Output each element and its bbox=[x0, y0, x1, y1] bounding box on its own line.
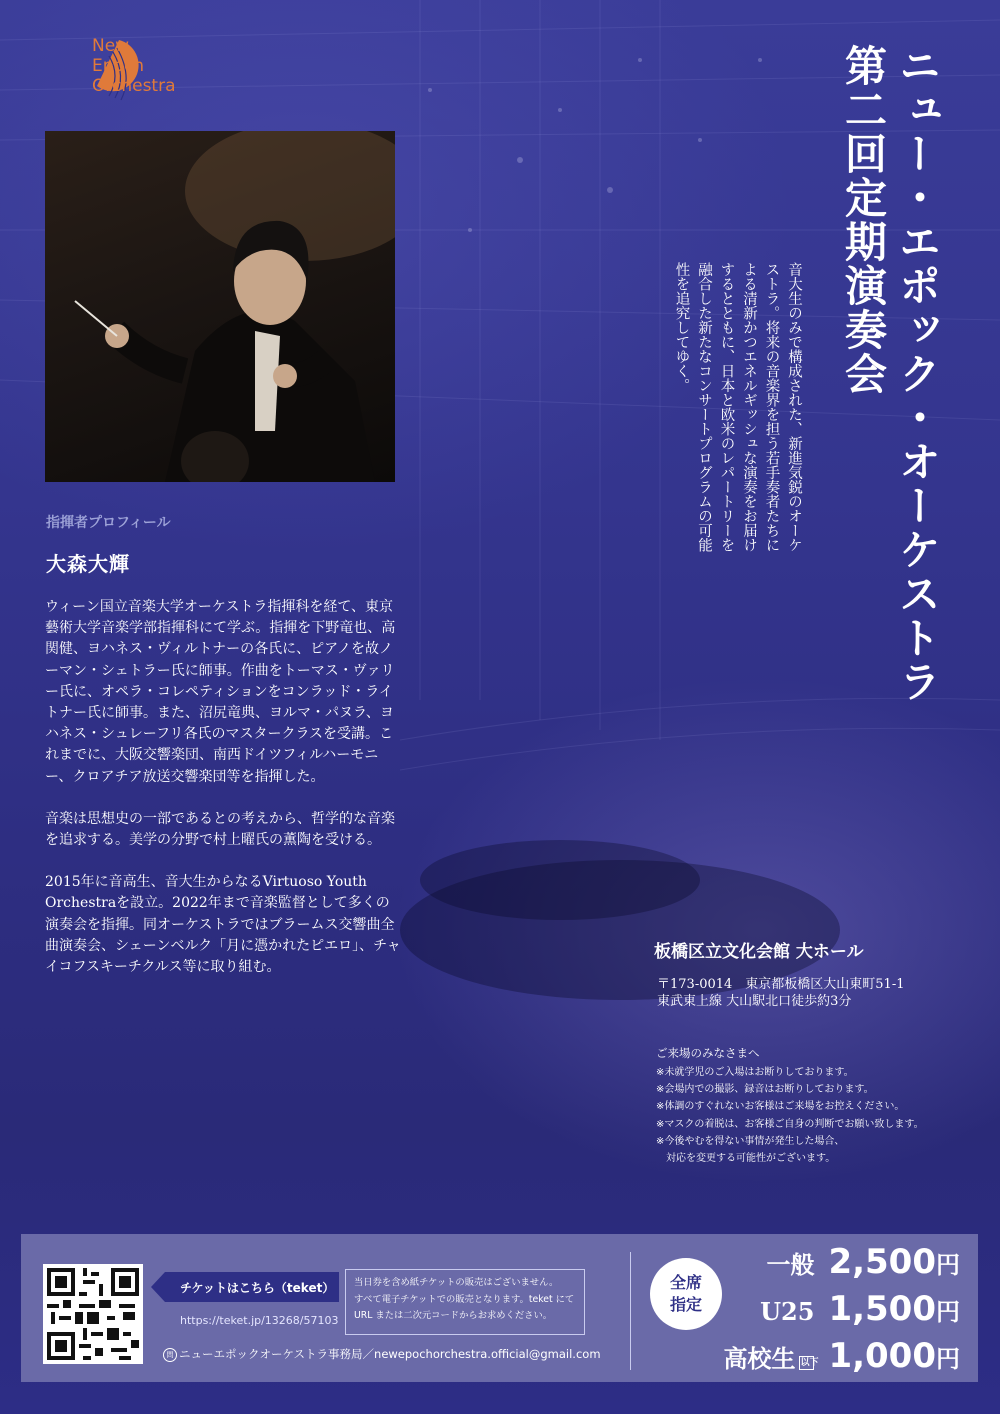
venue-address: 〒173-0014 東京都板橋区大山東町51-1 bbox=[657, 977, 905, 992]
price-amount: 1,500 bbox=[828, 1289, 936, 1329]
ticket-qr-code[interactable] bbox=[43, 1264, 143, 1364]
price-unit: 円 bbox=[936, 1251, 960, 1279]
seat-line-1: 全席 bbox=[669, 1273, 702, 1292]
ticket-url-link[interactable]: https://teket.jp/13268/57103 bbox=[180, 1314, 339, 1327]
notice-item: ※会場内での撮影、録音はお断りしております。 bbox=[656, 1084, 874, 1096]
profile-label: 指揮者プロフィール bbox=[46, 515, 171, 531]
contact-text[interactable]: ニューエポックオーケストラ事務局／newepochorchestra.official@gmail.com bbox=[179, 1347, 601, 1361]
seat-line-2: 指定 bbox=[669, 1295, 702, 1314]
title-concert-name: 第二回定期演奏会 bbox=[839, 44, 888, 396]
price-unit: 円 bbox=[936, 1298, 960, 1326]
notice-item: ※今後やむを得ない事情が発生した場合、 bbox=[656, 1135, 845, 1147]
bio-paragraph-3: 2015年に音高生、音大生からなるVirtuoso Youth Orchestraを設立。2022年まで音楽監督として多くの演奏会を指揮。同オーケストラではブラームス交響曲全曲演奏会、シェーンベルク「月に憑かれたピエロ」、チャイコフスキーチクルス等に取り組む。 bbox=[45, 874, 401, 976]
ticket-note-line: URL または二次元コードからお求めください。 bbox=[354, 1310, 553, 1321]
orchestra-intro: 音大生のみで構成された、新進気鋭のオーケストラ。将来の音楽界を担う若手奏者たちによる清新かつエネルギッシュな演奏をお届けするとともに、日本と欧米のレパートリーを融合した新たなコンサートプログラムの可能性を追究してゆく。 bbox=[673, 262, 802, 552]
logo-line-3: Orchestra bbox=[92, 76, 176, 96]
logo-line-1: New bbox=[92, 36, 130, 56]
price-category: 高校生 bbox=[723, 1344, 796, 1373]
price-amount: 2,500 bbox=[828, 1242, 936, 1282]
notice-item: ※体調のすぐれないお客様はご来場をお控えください。 bbox=[656, 1101, 905, 1113]
ticket-note-line: すべて電子チケットでの販売となります。teket にて bbox=[354, 1293, 575, 1305]
ticket-note-line: 当日券を含め紙チケットの販売はございません。 bbox=[354, 1277, 559, 1288]
reserved-seat-badge bbox=[650, 1258, 722, 1330]
notice-item: 対応を変更する可能性がございます。 bbox=[656, 1153, 836, 1165]
contact-line bbox=[163, 1346, 601, 1362]
orchestra-logo-text bbox=[92, 36, 176, 96]
ticket-divider bbox=[630, 1252, 631, 1370]
venue-address-block bbox=[657, 976, 905, 1010]
inquiry-icon: 問 bbox=[163, 1348, 177, 1362]
title-orchestra-name: ニュー・エポック・オーケストラ bbox=[893, 44, 942, 704]
notice-item: ※未就学児のご入場はお断りしております。 bbox=[656, 1067, 854, 1078]
price-unit: 円 bbox=[936, 1345, 960, 1373]
conductor-photo bbox=[45, 131, 395, 482]
price-amount: 1,000 bbox=[828, 1336, 936, 1376]
price-category: 一般 bbox=[766, 1250, 815, 1279]
ticket-note-box bbox=[345, 1269, 585, 1335]
logo-line-2: Epoch bbox=[92, 56, 145, 76]
notice-list bbox=[656, 1064, 924, 1167]
conductor-name: 大森大輝 bbox=[46, 552, 130, 576]
ticket-button-label[interactable]: チケットはこちら（teket） bbox=[180, 1281, 335, 1295]
price-u25 bbox=[760, 1289, 960, 1329]
and-under-badge: 以下 bbox=[800, 1357, 819, 1368]
notice-item: ※マスクの着脱は、お客様ご自身の判断でお願い致します。 bbox=[656, 1118, 924, 1130]
bio-paragraph-2: 音楽は思想史の一部であるとの考えから、哲学的な音楽を追求する。美学の分野で村上曜氏の薫陶を受ける。 bbox=[45, 810, 395, 849]
conductor-bio bbox=[45, 597, 401, 999]
notice-title: ご来場のみなさまへ bbox=[656, 1046, 760, 1060]
venue-name: 板橋区立文化会館 大ホール bbox=[654, 942, 864, 962]
price-category: U25 bbox=[760, 1297, 815, 1326]
price-general bbox=[766, 1242, 960, 1282]
bio-paragraph-1: ウィーン国立音楽大学オーケストラ指揮科を経て、東京藝術大学音楽学部指揮科にて学ぶ。指揮を下野竜也、高関健、ヨハネス・ヴィルトナーの各氏に、ピアノを故ノーマン・シェトラー氏に師事。作曲をトーマス・ヴァリー氏に、オペラ・コレペティションをコンラッド・ライトナー氏に師事。また、沼尻竜典、ヨルマ・パヌラ、ヨハネス・シュレーフリ各氏のマスタークラスを受講。これまでに、大阪交響楽団、南西ドイツフィルハーモニー、クロアチア放送交響楽団等を指揮した。 bbox=[45, 599, 396, 785]
venue-access: 東武東上線 大山駅北口徒歩約3分 bbox=[657, 994, 852, 1009]
price-high-school bbox=[723, 1336, 960, 1376]
